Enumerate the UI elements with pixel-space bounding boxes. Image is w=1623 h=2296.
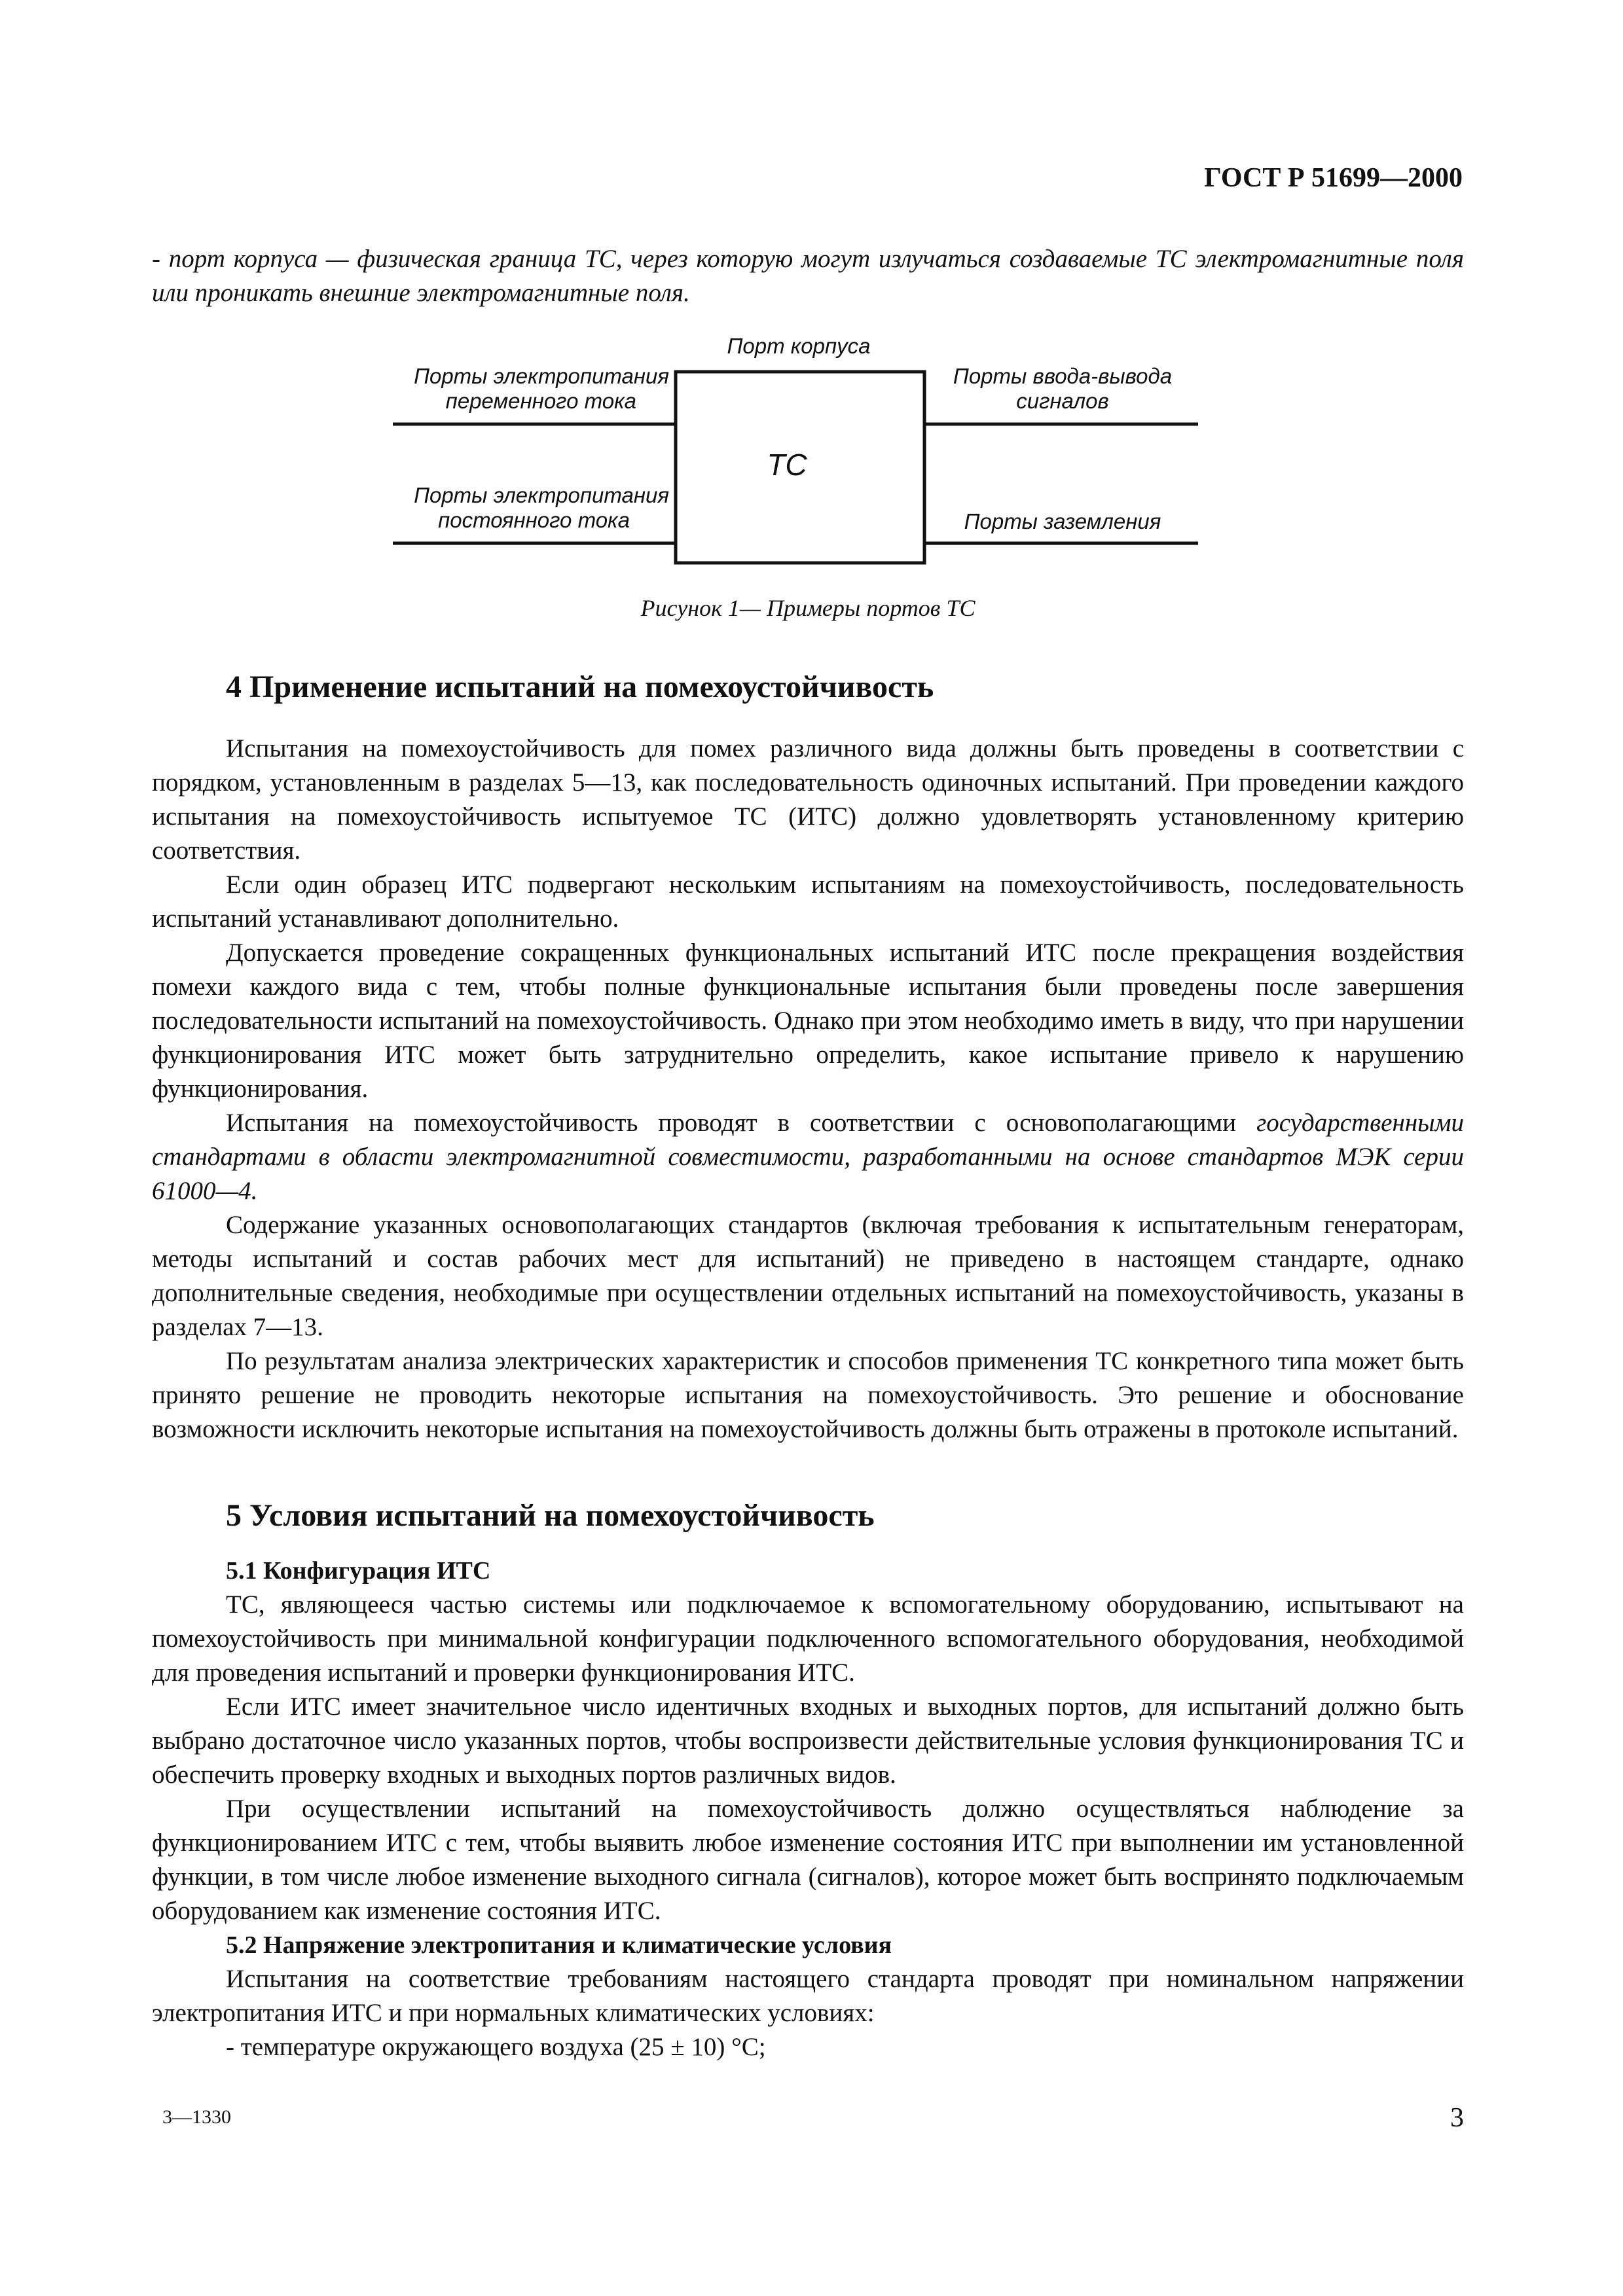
section-4-paragraph-5: Содержание указанных основополагающих стандартов (включая требования к испытательным генераторам, методы испытаний и состав рабочих мест для испытаний) не приведено в настоящем стандарте, однако дополнительные сведения, необходимые при осуществлении отдельных испытаний на помехоустойчивость, указаны в разделах 7—13. [152, 1211, 1464, 1341]
enclosure-port-label: Порт корпуса [727, 334, 871, 358]
page-number: 3 [1450, 2103, 1464, 2133]
dc-power-label-line2: постоянного тока [438, 508, 630, 532]
footer-code: 3—1330 [162, 2106, 231, 2128]
ac-power-label-line2: переменного тока [445, 389, 636, 413]
ts-box-label: ТС [767, 448, 807, 482]
section-4-paragraph-3: Допускается проведение сокращенных функциональных испытаний ИТС после прекращения воздействия помехи каждого вида с тем, чтобы полные функциональные испытания были проведены после завершения последовательности испытаний на помехоустойчивость. Однако при этом необходимо иметь в виду, что при нарушении функционирования ИТС может быть затруднительно определить, какое испытание привело к нарушению функционирования. [152, 939, 1464, 1103]
dc-power-label-line1: Порты электропитания [414, 483, 669, 507]
subsection-5-2-heading: 5.2 Напряжение электропитания и климатические условия [226, 1931, 892, 1959]
section-4-paragraph-4 [152, 1106, 1464, 1208]
subsection-5-1-paragraph-2: Если ИТС имеет значительное число идентичных входных и выходных портов, для испытаний должно быть выбрано достаточное число указанных портов, чтобы воспроизвести действительные условия функционирования ТС и обеспечить проверку входных и выходных портов различных видов. [152, 1693, 1464, 1789]
section-4-paragraph-4-text: Испытания на помехоустойчивость проводят в соответствии с основополагающими [226, 1109, 1257, 1137]
ports-diagram [386, 327, 1237, 576]
io-port-label-line1: Порты ввода-вывода [953, 364, 1173, 388]
section-4-paragraph-4-italic: государственными стандартами в области электромагнитной совместимости, разработанными на основе стандартов МЭК серии 61000—4. [152, 1109, 1464, 1205]
subsection-5-2-paragraph-2: - температуре окружающего воздуха (25 ± 10) °С; [226, 2033, 766, 2061]
figure-caption: Рисунок 1— Примеры портов ТС [640, 595, 976, 621]
subsection-5-1-paragraph-3: При осуществлении испытаний на помехоустойчивость должно осуществляться наблюдение за функционированием ИТС с тем, чтобы выявить любое изменение состояния ИТС при выполнении им установленной функции, в том числе любое изменение выходного сигнала (сигналов), которое может быть воспринято подключаемым оборудованием как изменение состояния ИТС. [152, 1795, 1464, 1925]
ground-port-label: Порты заземления [964, 509, 1161, 533]
section-5-heading: 5 Условия испытаний на помехоустойчивость [226, 1498, 875, 1533]
section-4-paragraph-6: По результатам анализа электрических характеристик и способов применения ТС конкретного типа может быть принято решение не проводить некоторые испытания на помехоустойчивость. Это решение и обоснование возможности исключить некоторые испытания на помехоустойчивость должны быть отражены в протоколе испытаний. [152, 1347, 1464, 1443]
section-4-heading: 4 Применение испытаний на помехоустойчивость [226, 670, 934, 704]
subsection-5-1-paragraph-1: ТС, являющееся частью системы или подключаемое к вспомогательному оборудованию, испытывают на помехоустойчивость при минимальной конфигурации подключенного вспомогательного оборудования, необходимой для проведения испытаний и проверки функционирования ИТС. [152, 1590, 1464, 1687]
subsection-5-2-paragraph-1: Испытания на соответствие требованиям настоящего стандарта проводят при номинальном напряжении электропитания ИТС и при нормальных климатических условиях: [152, 1965, 1464, 2027]
subsection-5-1-heading: 5.1 Конфигурация ИТС [226, 1557, 491, 1585]
definition-paragraph: - порт корпуса — физическая граница ТС, через которую могут излучаться создаваемые ТС электромагнитные поля или проникать внешние электромагнитные поля. [152, 245, 1464, 307]
standard-code: ГОСТ Р 51699—2000 [1204, 163, 1463, 193]
section-4-paragraph-2: Если один образец ИТС подвергают нескольким испытаниям на помехоустойчивость, последовательность испытаний устанавливают дополнительно. [152, 870, 1464, 933]
section-4-paragraph-1: Испытания на помехоустойчивость для помех различного вида должны быть проведены в соответствии с порядком, установленным в разделах 5—13, как последовательность одиночных испытаний. При проведении каждого испытания на помехоустойчивость испытуемое ТС (ИТС) должно удовлетворять установленному критерию соответствия. [152, 734, 1464, 865]
io-port-label-line2: сигналов [1016, 389, 1109, 413]
ac-power-label-line1: Порты электропитания [414, 364, 669, 388]
